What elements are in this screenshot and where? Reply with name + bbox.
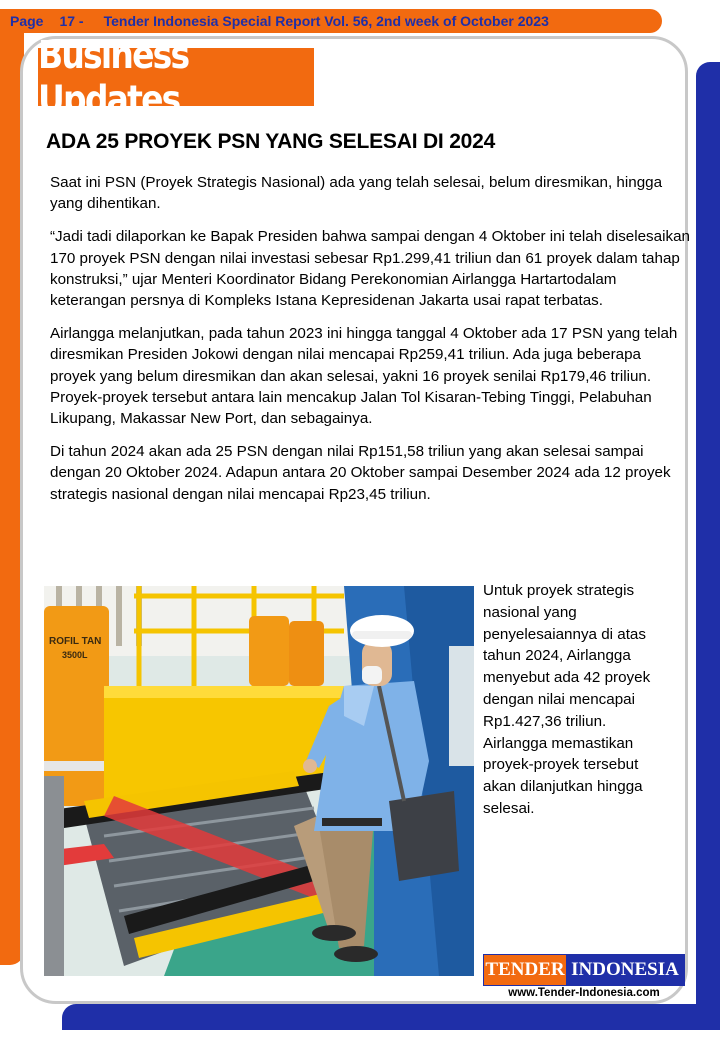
- logo-url: www.Tender-Indonesia.com: [508, 987, 660, 999]
- article-photo: [44, 586, 474, 976]
- publication-title: Tender Indonesia Special Report Vol. 56, 2nd week of October 2023: [103, 13, 549, 29]
- frame-blue-bottom: [62, 1004, 720, 1030]
- paragraph-3: Airlangga melanjutkan, pada tahun 2023 ini hingga tanggal 4 Oktober ada 17 PSN yang telah diresmikan Presiden Jokowi dengan nilai mencapai Rp259,41 triliun. Ada juga beberapa proyek yang belum diresmikan dan akan selesai, yakni 16 proyek senilai Rp179,46 triliun. Proyek-proyek tersebut antara lain mencakup Jalan Tol Kisaran-Tebing Tinggi, Pelabuhan Likupang, Makassar New Port, dan sebagainya.: [50, 325, 678, 428]
- logo-word-tender: TENDER: [484, 955, 566, 985]
- tank-label-2: 3500L: [62, 650, 88, 660]
- paragraph-1: Saat ini PSN (Proyek Strategis Nasional) ada yang telah selesai, belum diresmikan, hingga yang dihentikan.: [50, 174, 663, 213]
- section-title: Business Updates: [38, 32, 189, 122]
- paragraph-4: Di tahun 2024 akan ada 25 PSN dengan nilai Rp151,58 triliun yang akan selesai sampai dengan 20 Oktober 2024. Adapun antara 20 Oktober sampai Desember 2024 ada 12 proyek strategis nasional dengan nilai mencapai Rp23,45 triliun.: [50, 443, 671, 503]
- side-paragraph: Untuk proyek strategis nasional yang penyelesaiannya di atas tahun 2024, Airlangga menyebut ada 42 proyek dengan nilai mencapai Rp1.427,36 triliun. Airlangga memastikan proyek-proyek tersebut akan dilanjutkan hingga selesai.: [483, 582, 651, 817]
- page-label: Page: [10, 13, 44, 29]
- logo-word-indonesia: INDONESIA: [566, 955, 684, 985]
- paragraph-2: “Jadi tadi dilaporkan ke Bapak Presiden bahwa sampai dengan 4 Oktober ini telah diselesaikan 170 proyek PSN dengan nilai investasi sebesar Rp1.299,41 triliun dan 61 proyek dalam tahap konstruksi,” ujar Menteri Koordinator Bidang Perekonomian Airlangga Hartartodalam keterangan persnya di Kompleks Istana Kepresidenan Jakarta usai rapat terbatas.: [50, 228, 690, 310]
- tender-indonesia-logo: [483, 954, 685, 999]
- tank-label-1: ROFIL TAN: [49, 636, 102, 647]
- page-header: [0, 9, 662, 33]
- section-banner: [38, 32, 314, 122]
- article-headline: ADA 25 PROYEK PSN YANG SELESAI DI 2024: [46, 130, 496, 153]
- article-body: [50, 172, 690, 517]
- photo-illustration: [44, 586, 474, 976]
- frame-blue-right: [696, 62, 720, 1030]
- page-number: 17 -: [59, 13, 84, 29]
- logo-box: [483, 954, 685, 986]
